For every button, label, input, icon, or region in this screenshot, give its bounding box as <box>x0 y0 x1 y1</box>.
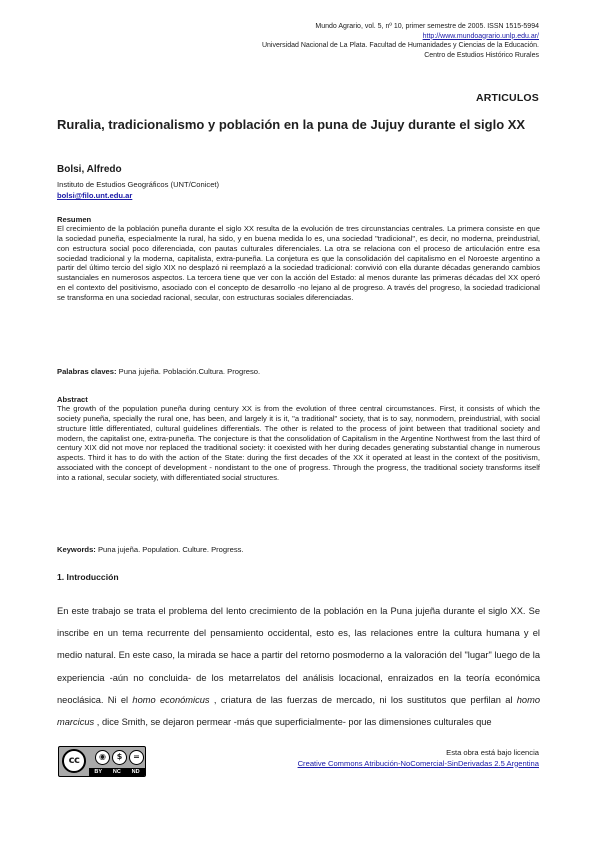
section-label: ARTICULOS <box>475 92 539 104</box>
introduction-paragraph: En este trabajo se trata el problema del lento crecimiento de la población en la Puna jujeña durante el siglo XX. Se inscribe en un tema recurrente del pensamiento occidental, esto es, las relaciones entre la cultura humana y el medio natural. En este caso, la mirada se hace a partir del retorno posmoderno a la valoración del "lugar" luego de la experiencia -aún no concluida- de los metarrelatos del análisis locacional, enraizados en la teoría económica neoclásica. Ni el homo económicus , criatura de las fuerzas de mercado, ni los sustitutos que perfilan al homo marcicus , dice Smith, se dejaron permear -más que superficialmente- por las dimensiones culturales que <box>57 606 541 728</box>
license-line: Esta obra está bajo licencia <box>446 748 539 757</box>
keywords-value: Puna jujeña. Population. Culture. Progress. <box>97 545 244 554</box>
keywords-label: Keywords: <box>57 545 96 554</box>
journal-url-link[interactable]: http://www.mundoagrario.unlp.edu.ar/ <box>422 32 539 40</box>
license-notice <box>199 748 539 769</box>
journal-header <box>139 22 539 60</box>
cc-term-nc: NC <box>112 769 121 775</box>
introduction-heading: 1. Introducción <box>57 572 119 582</box>
keywords-label: Palabras claves: <box>57 367 117 376</box>
creative-commons-badge[interactable] <box>58 746 146 777</box>
research-center-line: Centro de Estudios Histórico Rurales <box>424 51 539 59</box>
article-title: Ruralia, tradicionalismo y población en la puna de Jujuy durante el siglo XX <box>57 117 526 132</box>
cc-logo-icon: cc <box>62 749 86 773</box>
spanish-keywords <box>57 367 260 376</box>
abstract-text: The growth of the population puneña during century XX is from the evolution of three central circumstances. First, it consists of which the society puneña, specially the rural one, has been, and largely it is it, "a traditional" society, that is to say, nonmodern, preindustrial, with social structure little differentiated, cultural guidelines differentials. The other is related to the process of joint between that traditional society and modern, the capitalist one, extra-puneña. The conjecture is that the consolidation of Capitalism in the Argentine Northwest from the last third of century XIX did not move nor replaced the traditional society: it coexisted with her during decades generating substantial change in numerous aspects. Third it has to do with the action of the State: during the first decades of the XX it operated at least in the context of the positivism, associated with the concept of development - nondistant to the one of progress. Through the progress, the traditional society transforms itself into a rational, secular society, with differentiated social structures. <box>57 404 540 482</box>
attribution-icon: ◉ <box>95 750 110 765</box>
university-line: Universidad Nacional de La Plata. Facultad de Humanidades y Ciencias de la Educación. <box>261 42 539 49</box>
author-name: Bolsi, Alfredo <box>57 164 122 175</box>
cc-terms-bar <box>89 768 145 777</box>
license-link[interactable]: Creative Commons Atribución-NoComercial-SinDerivadas 2.5 Argentina <box>297 758 539 768</box>
italic-term: homo marcicus <box>57 694 541 728</box>
keywords-value: Puna jujeña. Población.Cultura. Progreso. <box>118 367 261 376</box>
cc-term-nd: ND <box>131 769 140 775</box>
noncommercial-icon: $ <box>112 750 127 765</box>
author-email-link[interactable]: bolsi@filo.unt.edu.ar <box>57 191 133 200</box>
italic-term: homo económicus <box>132 694 210 705</box>
author-affiliation: Instituto de Estudios Geográficos (UNT/Conicet) <box>57 180 220 189</box>
abstract-heading: Abstract <box>57 395 88 404</box>
noderivatives-icon: = <box>129 750 144 765</box>
english-keywords <box>57 545 244 554</box>
journal-citation: Mundo Agrario, vol. 5, nº 10, primer semestre de 2005. ISSN 1515-5994 <box>315 23 539 30</box>
cc-term-by: BY <box>94 769 103 775</box>
resumen-text: El crecimiento de la población puneña durante el siglo XX resulta de la evolución de tres circunstancias centrales. La primera consiste en que la sociedad puneña, especialmente la rural, ha sido, y en buena medida lo es, una sociedad "tradicional", es decir, no moderna, preindustrial, con estructura social poco diferenciada, con pautas culturales diferenciales. La otra se relaciona con el proceso de articulación entre esa sociedad tradicional y la moderna, capitalista, extra-puneña. La conjetura es que la consolidación del capitalismo en el Noroeste argentino a partir del último tercio del siglo XIX no desplazó ni reemplazó a la sociedad tradicional: convivió con ella durante décadas generando cambios sustanciales en numerosos aspectos. La tercera tiene que ver con la acción del Estado: al menos durante las primeras décadas del XX operó en el contexto del positivismo, asociado con el concepto de desarrollo -no lejano al de progreso. A través del progreso, la sociedad tradicional se transforma en una sociedad racional, secular, con estructuras sociales diferenciadas. <box>57 224 540 302</box>
resumen-heading: Resumen <box>57 215 92 224</box>
